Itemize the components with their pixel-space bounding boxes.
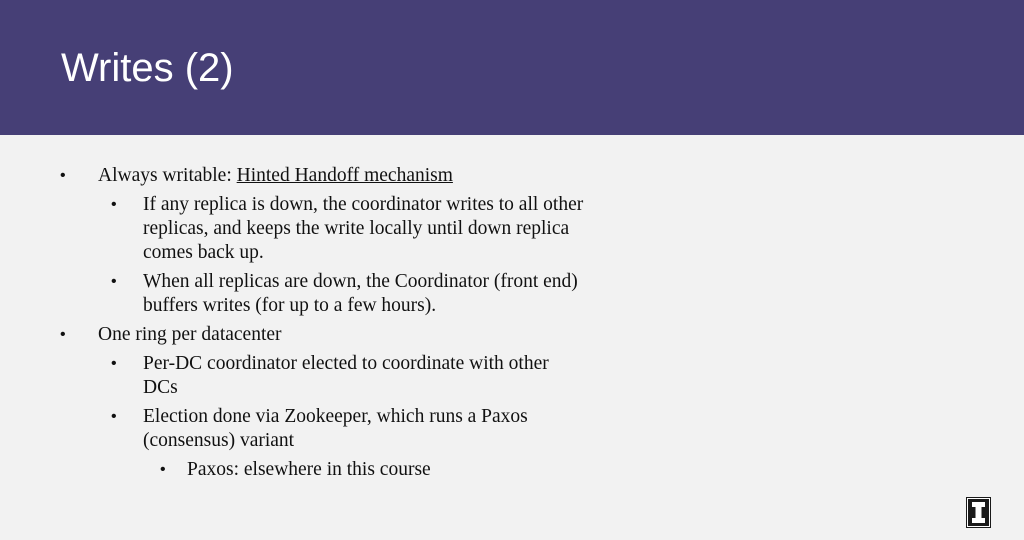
bullet-marker: • xyxy=(111,355,117,372)
bullet-text: Paxos: elsewhere in this course xyxy=(187,459,431,480)
hinted-handoff-link[interactable]: Hinted Handoff mechanism xyxy=(236,165,453,186)
bullet-always-writable xyxy=(98,164,453,188)
bullet-line: DCs xyxy=(143,377,178,398)
bullet-marker: • xyxy=(160,461,166,478)
bullet-all-replicas-down xyxy=(143,270,578,318)
bullet-marker: • xyxy=(111,196,117,213)
bullet-marker: • xyxy=(60,326,66,343)
bullet-per-dc-coordinator xyxy=(143,352,549,400)
bullet-paxos xyxy=(187,458,431,482)
bullet-line: comes back up. xyxy=(143,242,264,263)
bullet-election-zookeeper xyxy=(143,405,528,453)
bullet-line: replicas, and keeps the write locally until down replica xyxy=(143,218,570,239)
slide-title: Writes (2) xyxy=(61,46,234,90)
bullet-marker: • xyxy=(111,408,117,425)
bullet-text: One ring per datacenter xyxy=(98,324,282,345)
bullet-line: If any replica is down, the coordinator writes to all other xyxy=(143,194,584,215)
bullet-one-ring xyxy=(98,323,282,347)
bullet-line: (consensus) variant xyxy=(143,430,295,451)
bullet-line: Per-DC coordinator elected to coordinate with other xyxy=(143,353,549,374)
university-block-i-icon xyxy=(966,497,991,528)
bullet-text: Always writable: xyxy=(98,165,237,186)
bullet-replica-down xyxy=(143,193,583,265)
bullet-marker: • xyxy=(60,167,66,184)
bullet-line: When all replicas are down, the Coordinator (front end) xyxy=(143,271,578,292)
bullet-line: Election done via Zookeeper, which runs a Paxos xyxy=(143,406,528,427)
bullet-marker: • xyxy=(111,273,117,290)
bullet-line: buffers writes (for up to a few hours). xyxy=(143,295,437,316)
